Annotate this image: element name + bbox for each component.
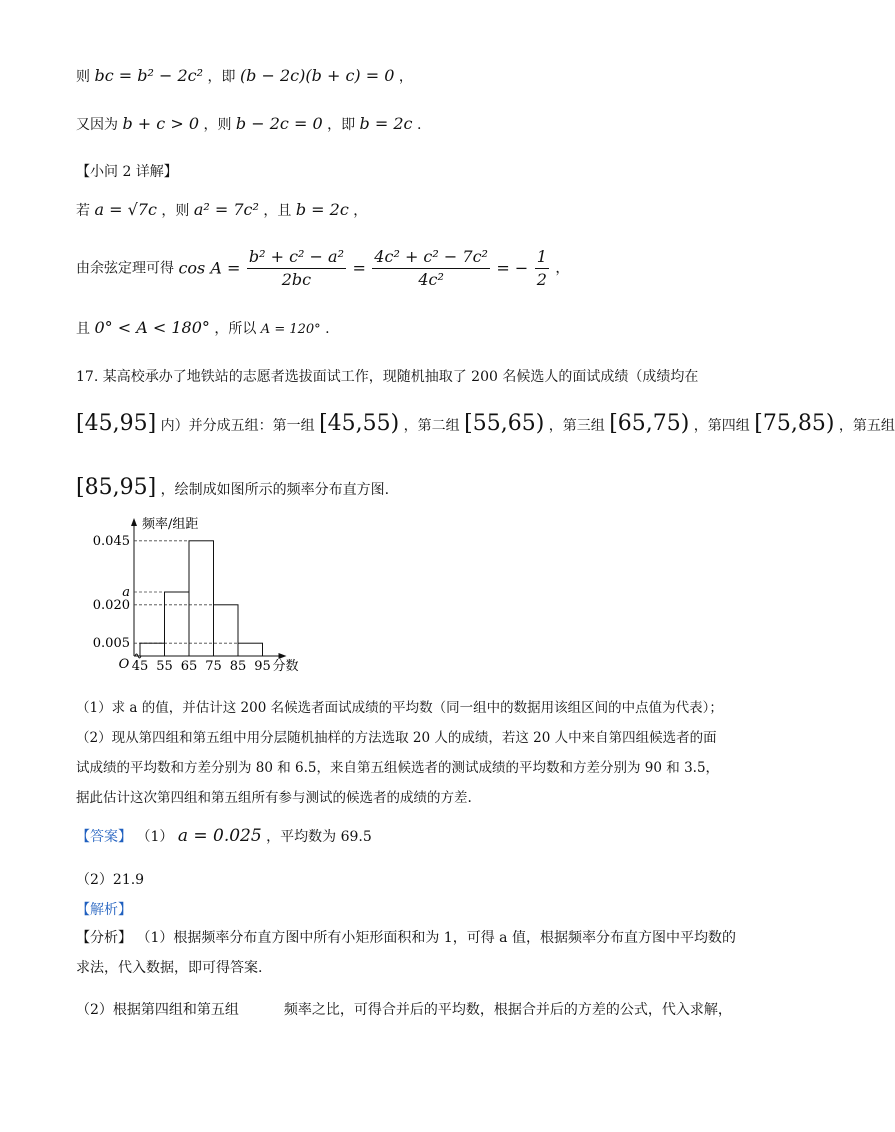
text: ，则 bbox=[161, 203, 190, 219]
fraction-3 bbox=[535, 246, 549, 291]
histogram-bar bbox=[189, 541, 214, 656]
analysis-line-1 bbox=[76, 928, 736, 948]
y-tick-label: 0.005 bbox=[92, 636, 130, 652]
text: （2）根据第四组和第五组 bbox=[76, 1002, 239, 1018]
text: ， bbox=[555, 260, 570, 277]
solution-line-4 bbox=[76, 200, 367, 221]
text: ，即 bbox=[327, 117, 356, 133]
equals-sign: = bbox=[352, 258, 366, 278]
solution-line-2 bbox=[76, 114, 421, 135]
equation: 0° < A < 180° bbox=[94, 318, 210, 337]
problem-17-line-1: 17. 某高校承办了地铁站的志愿者选拔面试工作，现随机抽取了 200 名候选人的面试成绩（成绩均在 bbox=[76, 369, 699, 385]
text: （1）根据频率分布直方图中所有小矩形面积和为 1，可得 a 值，根据频率分布直方图中平均数的 bbox=[136, 930, 736, 946]
text: 又因为 bbox=[76, 117, 118, 133]
fraction-denominator: 4c² bbox=[418, 270, 444, 289]
analysis-line-3 bbox=[76, 1000, 732, 1020]
equation: (b − 2c)(b + c) = 0 bbox=[239, 66, 395, 85]
text: ，第三组 bbox=[548, 418, 605, 434]
text: . bbox=[325, 321, 330, 337]
text: ，第五组 bbox=[838, 418, 895, 434]
fraction-numerator: b² + c² − a² bbox=[247, 246, 346, 269]
text: 则 bbox=[76, 69, 90, 85]
fraction-denominator: 2 bbox=[536, 270, 547, 289]
text: ， bbox=[353, 203, 368, 219]
equals-sign: = − bbox=[496, 258, 529, 278]
heading-q2-detail: 【小问 2 详解】 bbox=[76, 164, 178, 180]
question-2-line-1: （2）现从第四组和第五组中用分层随机抽样的方法选取 20 人的成绩，若这 20 人中来自第四组候选者的面 bbox=[76, 730, 717, 746]
fraction-1 bbox=[247, 246, 346, 291]
x-tick-label: 45 bbox=[131, 659, 149, 674]
analysis-line-2: 求法，代入数据，即可得答案. bbox=[76, 960, 263, 976]
solution-line-5-cosine bbox=[76, 246, 569, 291]
text: （1） bbox=[136, 829, 174, 845]
text: ， bbox=[398, 69, 413, 85]
equation: cos A = bbox=[178, 258, 241, 278]
question-1: （1）求 a 的值，并估计这 200 名候选者面试成绩的平均数（同一组中的数据用该组区间的中点值为代表）； bbox=[76, 700, 723, 716]
text: . bbox=[416, 117, 422, 133]
equation: b = 2c bbox=[359, 114, 413, 133]
text: 若 bbox=[76, 203, 90, 219]
histogram-bar bbox=[165, 592, 190, 656]
answer-line-1 bbox=[76, 826, 372, 847]
question-2-line-3: 据此估计这次第四组和第五组所有参与测试的候选者的成绩的方差. bbox=[76, 790, 472, 806]
text: ，所以 bbox=[214, 321, 257, 337]
equation: bc = b² − 2c² bbox=[94, 66, 204, 85]
x-tick-label: 85 bbox=[229, 659, 247, 674]
x-tick-label: 65 bbox=[180, 659, 198, 674]
solution-line-6 bbox=[76, 318, 330, 340]
histogram-bar bbox=[238, 643, 263, 656]
histogram-bar bbox=[214, 605, 239, 656]
problem-17-line-3 bbox=[76, 474, 389, 504]
fraction-2 bbox=[372, 246, 490, 291]
x-tick-label: 55 bbox=[156, 659, 173, 674]
equation: a² = 7c² bbox=[193, 200, 259, 219]
histogram-bar bbox=[140, 643, 165, 656]
interval: [85,95] bbox=[76, 475, 157, 500]
answer-line-2: （2）21.9 bbox=[76, 872, 145, 888]
fraction-numerator: 4c² + c² − 7c² bbox=[372, 246, 490, 269]
analysis-tag: 【解析】 bbox=[76, 902, 132, 918]
text: ，平均数为 69.5 bbox=[266, 829, 372, 845]
frequency-histogram bbox=[76, 516, 336, 676]
y-tick-label: a bbox=[122, 585, 130, 600]
x-axis-label: 分数 bbox=[272, 659, 299, 674]
answer-tag: 【答案】 bbox=[76, 829, 132, 845]
x-tick-label: 75 bbox=[205, 659, 222, 674]
text: ，绘制成如图所示的频率分布直方图. bbox=[160, 482, 390, 498]
equation: b = 2c bbox=[295, 200, 349, 219]
text: 由余弦定理可得 bbox=[76, 260, 174, 277]
equation: a = √7c bbox=[94, 200, 157, 219]
y-tick-label: 0.020 bbox=[92, 597, 130, 613]
y-axis-arrow bbox=[131, 518, 137, 526]
interval: [55,65) bbox=[464, 411, 545, 436]
text: ，即 bbox=[207, 69, 236, 85]
interval: [75,85) bbox=[754, 411, 835, 436]
text: 内）并分成五组：第一组 bbox=[160, 418, 315, 434]
fraction-numerator: 1 bbox=[535, 246, 549, 269]
equation: A = 120° bbox=[260, 322, 321, 337]
analysis-subtag: 【分析】 bbox=[76, 930, 132, 946]
text: 且 bbox=[76, 321, 90, 337]
equation: b − 2c = 0 bbox=[235, 114, 323, 133]
equation: b + c > 0 bbox=[122, 114, 199, 133]
fraction-denominator: 2bc bbox=[281, 270, 312, 289]
question-2-line-2: 试成绩的平均数和方差分别为 80 和 6.5，来自第五组候选者的测试成绩的平均数和方差分别为 90 和 3.5， bbox=[76, 760, 720, 776]
text: ，且 bbox=[263, 203, 292, 219]
origin-label: O bbox=[118, 657, 130, 672]
y-tick-label: 0.045 bbox=[92, 533, 130, 549]
problem-17-line-2 bbox=[76, 410, 895, 440]
interval: [45,55) bbox=[319, 411, 400, 436]
interval: [65,75) bbox=[609, 411, 690, 436]
interval: [45,95] bbox=[76, 411, 157, 436]
text: ，第四组 bbox=[693, 418, 750, 434]
text: ，则 bbox=[203, 117, 232, 133]
text: 频率之比，可得合并后的平均数，根据合并后的方差的公式，代入求解， bbox=[283, 1002, 732, 1018]
equation: a = 0.025 bbox=[177, 826, 262, 846]
solution-line-1 bbox=[76, 66, 413, 87]
text: ，第二组 bbox=[403, 418, 460, 434]
x-tick-label: 95 bbox=[254, 659, 271, 674]
y-axis-label: 频率/组距 bbox=[142, 517, 199, 532]
